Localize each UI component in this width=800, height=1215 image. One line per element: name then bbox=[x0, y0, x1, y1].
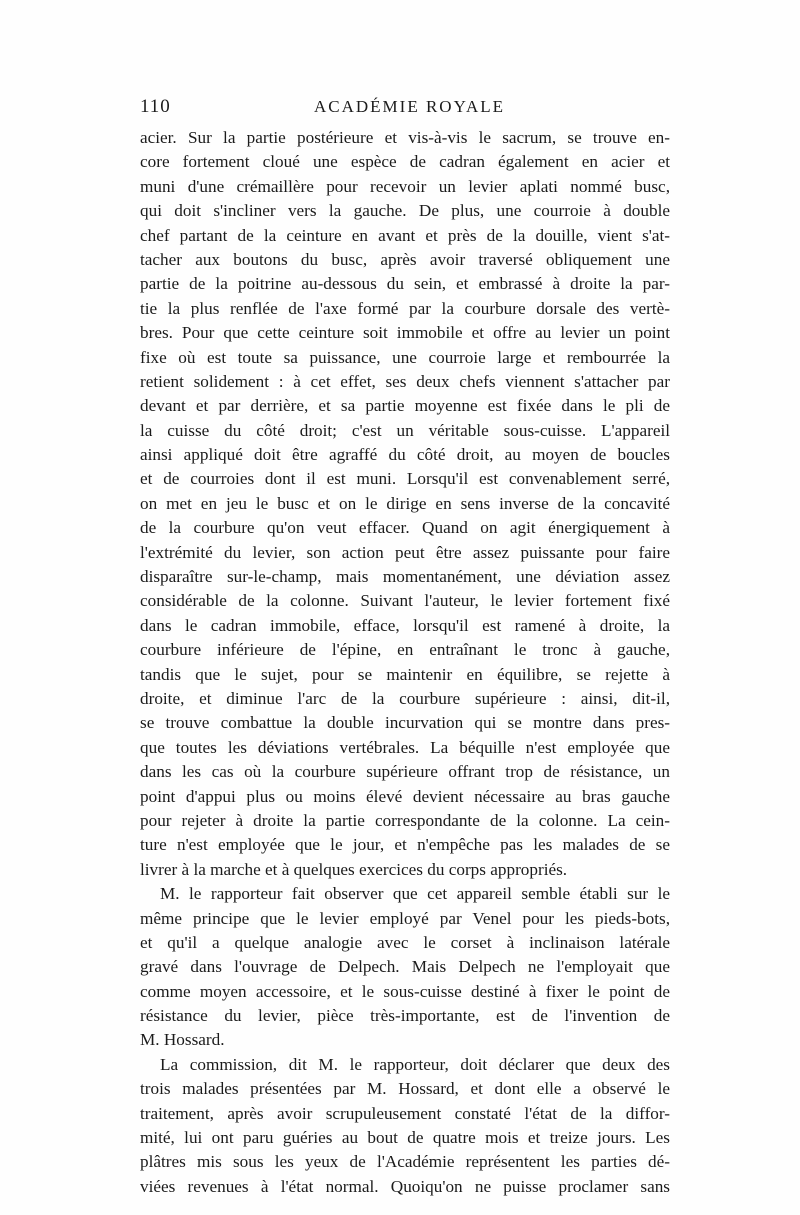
text-line: core fortement cloué une espèce de cadran également en acier et bbox=[140, 152, 670, 172]
text-line: tandis que le sujet, pour se maintenir en équilibre, se rejette à bbox=[140, 664, 670, 684]
text-line: de la courbure qu'on veut effacer. Quand on agit énergiquement à bbox=[140, 518, 670, 538]
text-line: on met en jeu le busc et on le dirige en sens inverse de la concavité bbox=[140, 493, 670, 513]
text-line: point d'appui plus ou moins élevé devient nécessaire au bras gauche bbox=[140, 786, 670, 806]
text-line: dans le cadran immobile, efface, lorsqu'il est ramené à droite, la bbox=[140, 615, 670, 635]
text-line: traitement, après avoir scrupuleusement constaté l'état de la diffor- bbox=[140, 1103, 670, 1123]
text-line: M. le rapporteur fait observer que cet appareil semble établi sur le bbox=[160, 884, 670, 904]
text-line: acier. Sur la partie postérieure et vis-à-vis le sacrum, se trouve en- bbox=[140, 128, 670, 147]
running-head bbox=[140, 96, 670, 124]
text-line: pour rejeter à droite la partie correspondante de la colonne. La cein- bbox=[140, 810, 670, 830]
text-line: tacher aux boutons du busc, après avoir traversé obliquement une bbox=[140, 249, 670, 269]
running-title: ACADÉMIE ROYALE bbox=[314, 97, 506, 116]
text-line: tie la plus renflée de l'axe formé par la courbure dorsale des vertè- bbox=[140, 298, 670, 318]
text-line: et qu'il a quelque analogie avec le corset à inclinaison latérale bbox=[140, 932, 670, 952]
text-line: devant et par derrière, et sa partie moyenne est fixée dans le pli de bbox=[140, 396, 670, 416]
text-line: trois malades présentées par M. Hossard, et dont elle a observé le bbox=[140, 1079, 670, 1099]
text-line: l'extrémité du levier, son action peut être assez puissante pour faire bbox=[140, 542, 670, 562]
text-line: M. Hossard. bbox=[140, 1030, 225, 1050]
text-line: chef partant de la ceinture en avant et près de la douille, vient s'at- bbox=[140, 225, 670, 245]
text-line: muni d'une crémaillère pour recevoir un levier aplati nommé busc, bbox=[140, 176, 670, 196]
text-line: que toutes les déviations vertébrales. La béquille n'est employée que bbox=[140, 737, 670, 757]
text-line: même principe que le levier employé par Venel pour les pieds-bots, bbox=[140, 908, 670, 928]
text-line: bres. Pour que cette ceinture soit immobile et offre au levier un point bbox=[140, 323, 670, 343]
text-line: droite, et diminue l'arc de la courbure supérieure : ainsi, dit-il, bbox=[140, 688, 670, 708]
text-line: se trouve combattue la double incurvation qui se montre dans pres- bbox=[140, 713, 670, 733]
text-line: plâtres mis sous les yeux de l'Académie représentent les parties dé- bbox=[140, 1152, 670, 1172]
text-line: dans les cas où la courbure supérieure offrant trop de résistance, un bbox=[140, 762, 670, 782]
text-line: fixe où est toute sa puissance, une courroie large et rembourrée la bbox=[140, 347, 670, 367]
text-line: retient solidement : à cet effet, ses deux chefs viennent s'attacher par bbox=[140, 371, 670, 391]
text-line: la cuisse du côté droit; c'est un véritable sous-cuisse. L'appareil bbox=[140, 420, 670, 440]
text-line: ainsi appliqué doit être agraffé du côté droit, au moyen de boucles bbox=[140, 445, 670, 465]
text-line: ture n'est employée que le jour, et n'empêche pas les malades de se bbox=[140, 835, 670, 855]
text-line: La commission, dit M. le rapporteur, doit déclarer que deux des bbox=[160, 1054, 670, 1074]
text-line: disparaître sur-le-champ, mais momentanément, une déviation assez bbox=[140, 567, 670, 587]
text-line: considérable de la colonne. Suivant l'auteur, le levier fortement fixé bbox=[140, 591, 670, 611]
page-number: 110 bbox=[140, 96, 171, 117]
text-line: comme moyen accessoire, et le sous-cuisse destiné à fixer le point de bbox=[140, 981, 670, 1001]
text-line: partie de la poitrine au-dessous du sein, et embrassé à droite la par- bbox=[140, 274, 670, 294]
text-line: résistance du levier, pièce très-importante, est de l'invention de bbox=[140, 1006, 670, 1026]
text-line: livrer à la marche et à quelques exercices du corps appropriés. bbox=[140, 859, 568, 879]
text-line: et de courroies dont il est muni. Lorsqu'il est convenablement serré, bbox=[140, 469, 670, 489]
text-line: gravé dans l'ouvrage de Delpech. Mais Delpech ne l'employait que bbox=[140, 957, 670, 977]
text-line: viées revenues à l'état normal. Quoiqu'on ne puisse proclamer sans bbox=[140, 1176, 670, 1196]
text-line: qui doit s'incliner vers la gauche. De plus, une courroie à double bbox=[140, 201, 670, 221]
text-line: mité, lui ont paru guéries au bout de quatre mois et treize jours. Les bbox=[140, 1128, 670, 1148]
text-line: courbure inférieure de l'épine, en entraînant le tronc à gauche, bbox=[140, 640, 670, 660]
body-text bbox=[140, 126, 670, 1199]
